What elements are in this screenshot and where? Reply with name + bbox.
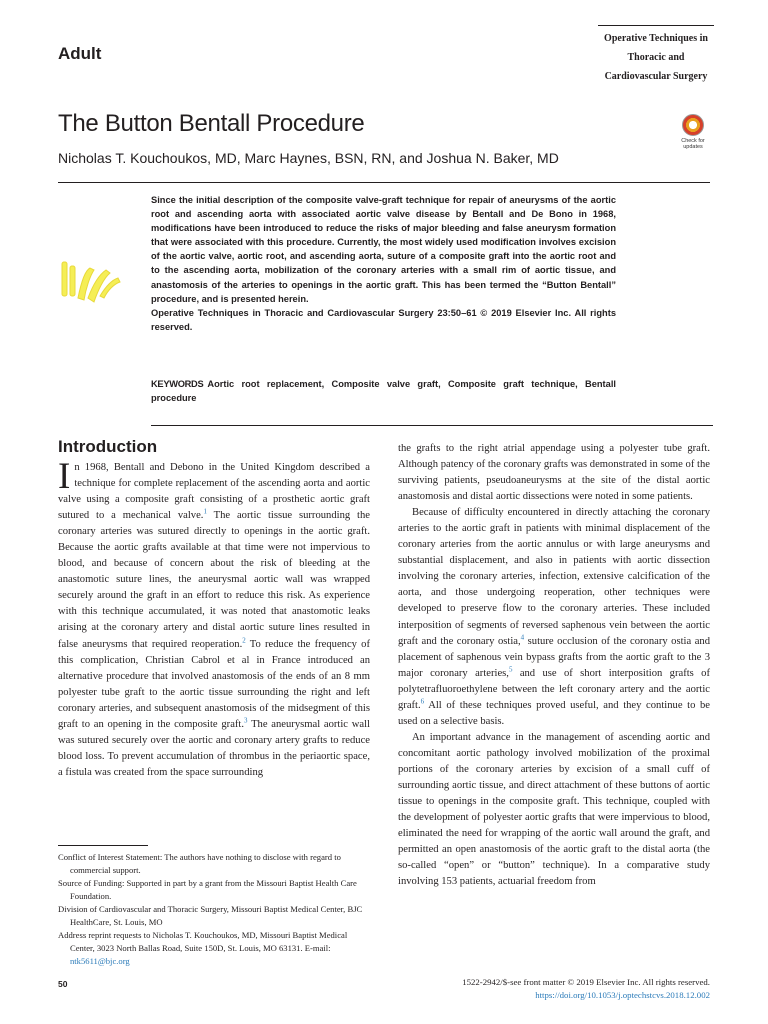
abstract-citation: Operative Techniques in Thoracic and Cardiovascular Surgery 23:50–61 © 2019 Elsevier Inc. All rights reserved. [151,307,616,332]
footnote-funding: Source of Funding: Supported in part by a grant from the Missouri Baptist Health Care Foundation. [58,878,357,901]
ref-link-1[interactable]: 1 [203,507,207,516]
abstract [151,193,616,334]
keywords-rule [151,425,713,426]
right-paragraph-3: An important advance in the management of ascending aortic and concomitant aortic pathology involved mobilization of the proximal portions of the coronary arteries by excision of a small cuff of surrounding aortic tissue, and direct attachment of these buttons of aortic tissue to openings in the composite graft. This technique, coupled with the development of polyester aortic grafts that were impervious to blood, eliminated the need for wrapping of the aortic wall around the graft, and permitted an open anastomosis of the aortic graft to the distal aorta (the so-called “open” or “button” technique). In a comparative study involving 153 patients, actuarial freedom from [398,731,710,888]
journal-line-2: Thoracic and [627,52,685,63]
ref-link-3[interactable]: 3 [244,716,248,725]
journal-logo-icon [60,258,124,306]
right-text-2a: Because of difficulty encountered in directly attaching the coronary arteries to the aortic graft in patients with minimal displacement of the coronary arteries from the aortic annulus or with large aneurysms and substantial displacement, and also in patients with aortic dissection involving the coronary arteries, infection, extensive calcification of the aorta, and those undergoing reoperation, other techniques were developed to preserve flow to the coronary arteries. These included interposition of segments of reversed saphenous vein between the aortic graft and the coronary ostia, [398,507,710,647]
right-paragraph-1: the grafts to the right atrial appendage using a polyester tube graft. Although patency of the coronary grafts was demonstrated in some of the surviving patients, pseudoaneurysms at the site of the distal aortic anastomosis and distal aortic dissections were noted in some patients. [398,443,710,503]
email-link[interactable]: ntk5611@bjc.org [70,956,130,966]
header-rule [58,182,710,183]
right-text-2b: suture occlusion of the coronary ostia and placement of saphenous vein bypass grafts from the aortic graft to the 3 major coronary arteries, [398,635,711,679]
intro-text-3: To reduce the frequency of this complication, Christian Cabrol et al in France introduced an alternative procedure that involved anastomosis of the ends of an 8 mm polyester tube graft to the aortic tissue surrounding the right and left coronary arteries, and subsequent anastomosis of the midsegment of this graft to an opening in the composite graft. [58,638,370,730]
right-paragraph-2 [398,505,710,730]
article-title: The Button Bentall Procedure [58,110,365,137]
issn-text: 1522-2942/$-see front matter © 2019 Elsevier Inc. All rights reserved. [462,977,710,987]
ref-link-2[interactable]: 2 [242,635,246,644]
journal-line-1: Operative Techniques in [604,33,708,44]
page-number: 50 [58,979,68,989]
intro-text-4: The aneurysmal aortic wall was sutured securely over the aortic and coronary artery grafts to reduce blood loss. To prevent accumulation of thrombus in the periaortic space, a fistula was created from the space surrounding [58,718,370,778]
footnote-division: Division of Cardiovascular and Thoracic Surgery, Missouri Baptist Medical Center, BJC HealthCare, St. Louis, MO [58,904,363,927]
right-text-2d: All of these techniques proved useful, and they continue to be used on a selective basis. [398,699,710,727]
footnote-address [58,929,370,968]
journal-name [596,29,716,86]
intro-heading: Introduction [58,437,158,456]
ref-link-5[interactable]: 5 [508,665,513,674]
intro-text-2: The aortic tissue surrounding the coronary arteries was sutured directly to openings in the aortic graft. Because the aortic grafts available at that time were not impervious to blood, and because of concern about the risk of bleeding at the anastomotic suture lines, the aneurysmal aortic wall was wrapped securely around the graft in an effort to reduce this risk. As experience with this technique accumulated, it was noted that anastomotic leaks arising at the coronary artery and distal aortic suture lines resulted in false aneurysms that required reoperation. [58,510,370,650]
drop-cap: I [58,456,71,497]
check-for-updates-badge[interactable] [673,114,713,156]
ref-link-4[interactable]: 4 [520,633,525,642]
intro-text-1: n 1968, Bentall and Debono in the United Kingdom described a technique for complete replacement of the ascending aorta and aortic valve using a composite graft consisting of a prosthetic aortic graft sutured to a mechanical valve. [58,462,370,522]
abstract-text: Since the initial description of the composite valve-graft technique for repair of aneurysms of the aortic root and ascending aorta with associated aortic valve disease by Bentall and De Bono in 1968, modifications have been introduced to reduce the risks of major bleeding and false aneurysm formation that were associated with this procedure. Currently, the most widely used modification involves excision of the aortic valve, aortic root, and ascending aorta, suture of a composite graft into the aortic root and to the ascending aorta, mobilization of the coronary arteries with a small rim of aortic tissue, and anastomosis of the arteries to openings in the aortic graft. This has been termed the “Button Bentall” procedure, and is presented herein. [151,195,616,304]
footnote-rule [58,845,148,846]
left-column [58,456,370,781]
badge-label: Check for updates [681,138,705,150]
check-for-updates-icon [682,114,704,136]
section-label: Adult [58,44,102,63]
footnote-conflict: Conflict of Interest Statement: The authors have nothing to disclose with regard to commercial support. [58,852,341,875]
keywords-text: Aortic root replacement, Composite valve graft, Composite graft technique, Bentall procedure [151,379,616,404]
doi-link[interactable]: https://doi.org/10.1053/j.optechstcvs.2018.12.002 [535,990,710,1000]
right-column [398,441,710,890]
article-authors: Nicholas T. Kouchoukos, MD, Marc Haynes, BSN, RN, and Joshua N. Baker, MD [58,150,559,166]
right-text-2c: and use of short interposition grafts of polytetrafluoroethylene between the left coronary artery and the aortic graft. [398,667,710,711]
footer-issn [462,976,710,1002]
intro-paragraph-1 [58,456,370,781]
footnote-address-text: Address reprint requests to Nicholas T. Kouchoukos, MD, Missouri Baptist Medical Center, 3023 North Ballas Road, Suite 150D, St. Louis, MO 63131. E-mail: [58,930,348,953]
ref-link-6[interactable]: 6 [420,697,425,706]
journal-line-3: Cardiovascular Surgery [604,71,708,82]
keywords [151,377,616,405]
footnotes [58,851,370,968]
keywords-label: KEYWORDS [151,379,204,389]
journal-rule [598,25,714,26]
